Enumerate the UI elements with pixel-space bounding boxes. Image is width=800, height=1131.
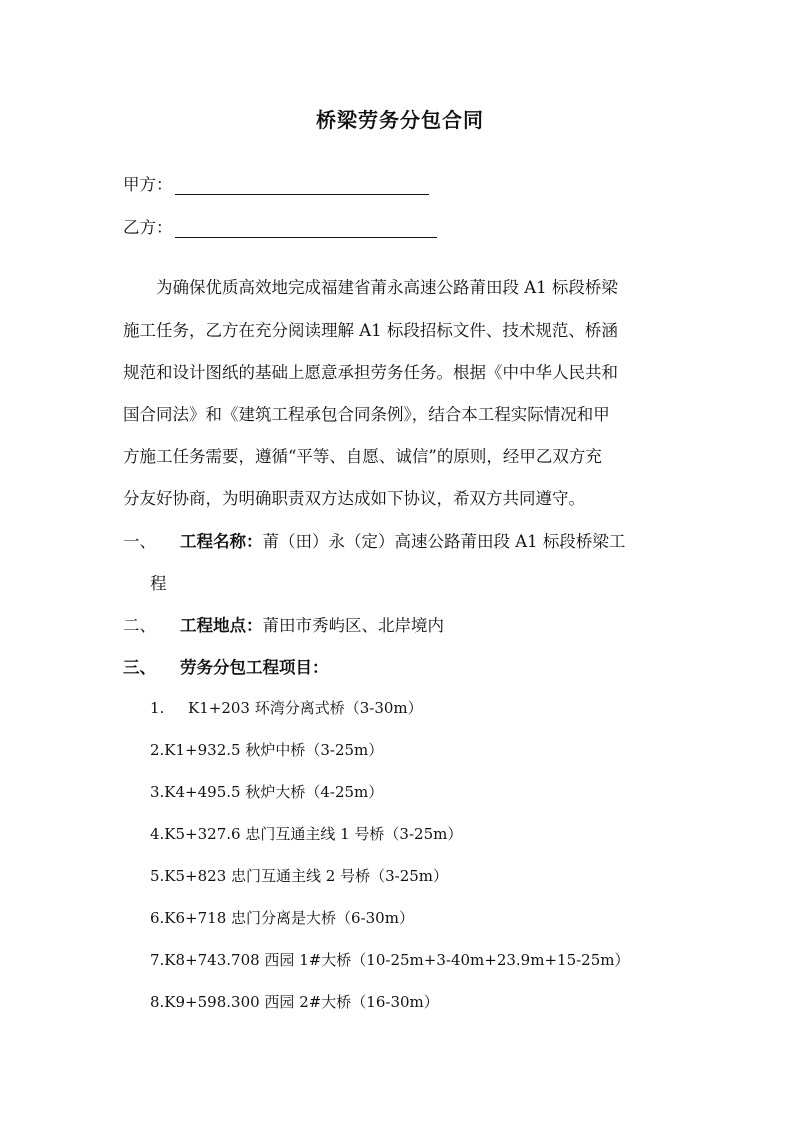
party-b-label: 乙方： [123, 218, 173, 237]
party-a-blank-line [175, 174, 429, 195]
list-item [150, 697, 423, 718]
intro-line-4: 国合同法》和《建筑工程承包合同条例》，结合本工程实际情况和甲 [123, 405, 610, 424]
document-title: 桥梁劳务分包合同 [316, 108, 484, 132]
section-key: 劳务分包工程项目： [180, 658, 329, 677]
section-number: 二、 [123, 616, 156, 635]
section-value: 莆田市秀屿区、北岸境内 [262, 616, 444, 635]
party-a-label: 甲方： [123, 175, 173, 194]
section-project-name [123, 528, 625, 552]
list-item-text: K1+203 环湾分离式桥（3-30m） [188, 699, 423, 717]
section-subcontract-items [123, 654, 329, 678]
section-value: 莆（田）永（定）高速公路莆田段 A1 标段桥梁工 [262, 532, 626, 551]
list-item: 4.K5+327.6 忠门互通主线 1 号桥（3-25m） [150, 825, 463, 843]
section-key: 工程名称： [180, 532, 263, 551]
intro-line-1: 为确保优质高效地完成福建省莆永高速公路莆田段 A1 标段桥梁 [123, 278, 618, 297]
section-project-location [123, 612, 444, 636]
party-b-field [123, 214, 437, 238]
section-key: 工程地点： [180, 616, 263, 635]
list-item: 7.K8+743.708 西园 1#大桥（10-25m+3-40m+23.9m+15-25m） [150, 951, 630, 969]
list-item: 8.K9+598.300 西园 2#大桥（16-30m） [150, 993, 439, 1011]
intro-line-2: 施工任务，乙方在充分阅读理解 A1 标段招标文件、技术规范、桥涵 [123, 321, 618, 340]
party-b-blank-line [175, 217, 437, 238]
intro-line-5: 方施工任务需要，遵循“平等、自愿、诚信”的原则，经甲乙双方充 [123, 447, 602, 466]
section-project-name-continued: 程 [150, 574, 167, 593]
section-number: 一、 [123, 532, 156, 551]
list-item: 6.K6+718 忠门分离是大桥（6-30m） [150, 909, 414, 927]
section-number: 三、 [123, 658, 156, 677]
party-a-field [123, 171, 429, 195]
list-item: 2.K1+932.5 秋炉中桥（3-25m） [150, 741, 384, 759]
list-item-number: 1. [150, 699, 165, 717]
list-item: 3.K4+495.5 秋炉大桥（4-25m） [150, 783, 384, 801]
intro-line-6: 分友好协商，为明确职责双方达成如下协议，希双方共同遵守。 [123, 489, 585, 508]
intro-line-3: 规范和设计图纸的基础上愿意承担劳务任务。根据《中中华人民共和 [123, 363, 618, 382]
list-item: 5.K5+823 忠门互通主线 2 号桥（3-25m） [150, 867, 449, 885]
